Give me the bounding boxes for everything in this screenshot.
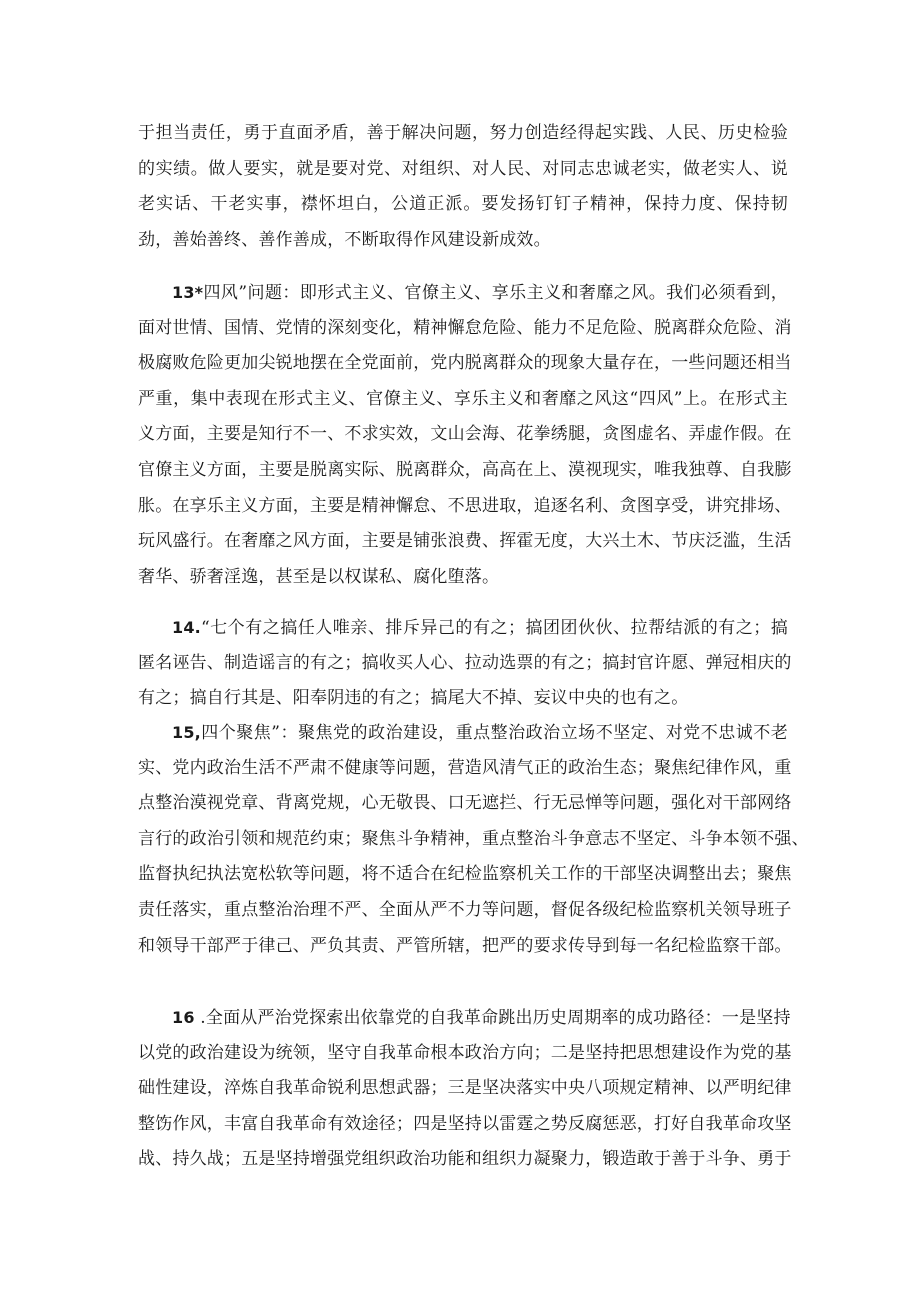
text-line: [138, 715, 788, 751]
paragraph-number: 16: [172, 1008, 195, 1027]
text-line: 实、党内政治生活不严肃不健康等问题，营造风清气正的政治生态；聚焦纪律作风，重: [138, 757, 792, 778]
text-line: [138, 275, 788, 311]
text-line: 劲，善始善终、善作善成，不断取得作风建设新成效。: [138, 229, 551, 250]
paragraph-number: 13*: [172, 283, 204, 302]
text-line: 的实绩。做人要实，就是要对党、对组织、对人民、对同志忠诚老实，做老实人、说: [138, 158, 788, 179]
text-line-content: .全面从严治党探索出依靠党的自我革命跳出历史周期率的成功路径：一是坚持: [194, 1008, 791, 1028]
text-line: 奢华、骄奢淫逸，甚至是以权谋私、腐化堕落。: [138, 566, 500, 587]
text-line: 匿名诬告、制造谣言的有之；搞收买人心、拉动选票的有之；搞封官许愿、弹冠相庆的: [138, 652, 792, 673]
paragraph-16: [138, 1000, 792, 1178]
text-line: 官僚主义方面，主要是脱离实际、脱离群众，高高在上、漠视现实，唯我独尊、自我膨: [138, 459, 792, 480]
text-line-content: 四风”问题：即形式主义、官僚主义、享乐主义和奢靡之风。我们必须看到，: [203, 283, 788, 303]
text-line: 严重，集中表现在形式主义、官僚主义、享乐主义和奢靡之风这“四风”上。在形式主: [138, 388, 788, 409]
text-line-content: “七个有之搞任人唯亲、排斥异己的有之；搞团团伙伙、拉帮结派的有之；搞: [200, 618, 788, 638]
paragraph-15: [138, 715, 809, 964]
text-line: 玩风盛行。在奢靡之风方面，主要是铺张浪费、挥霍无度，大兴土木、节庆泛滥，生活: [138, 531, 792, 552]
text-line: [138, 610, 788, 646]
text-line: 胀。在享乐主义方面，主要是精神懈怠、不思进取，追逐名利、贪图享受，讲究排场、: [138, 495, 792, 516]
text-line: 和领导干部严于律己、严负其责、严管所辖，把严的要求传导到每一名纪检监察干部。: [138, 935, 792, 956]
paragraph-14: [138, 610, 792, 717]
text-line: 以党的政治建设为统领，坚守自我革命根本政治方向；二是坚持把思想建设作为党的基: [138, 1042, 792, 1063]
text-line: 整饬作风，丰富自我革命有效途径；四是坚持以雷霆之势反腐惩恶，打好自我革命攻坚: [138, 1113, 792, 1134]
text-line: 责任落实，重点整治治理不严、全面从严不力等问题，督促各级纪检监察机关领导班子: [138, 899, 792, 920]
text-line: 老实话、干老实事，襟怀坦白，公道正派。要发扬钉钉子精神，保持力度、保持韧: [138, 194, 788, 215]
text-line: [138, 1000, 791, 1036]
text-line: 面对世情、国情、党情的深刻变化，精神懈怠危险、能力不足危险、脱离群众危险、消: [138, 317, 792, 338]
paragraph-number: 14.: [172, 618, 201, 637]
text-line: 极腐败危险更加尖锐地摆在全党面前，党内脱离群众的现象大量存在，一些问题还相当: [138, 353, 792, 374]
text-line: 言行的政治引领和规范约束；聚焦斗争精神，重点整治斗争意志不坚定、斗争本领不强、: [138, 828, 809, 849]
text-line: 战、持久战；五是坚持增强党组织政治功能和组织力凝聚力，锻造敢于善于斗争、勇于: [138, 1149, 792, 1170]
text-line: 有之；搞自行其是、阳奉阴违的有之；搞尾大不掉、妄议中央的也有之。: [138, 688, 689, 709]
text-line: 点整治漠视党章、背离党规，心无敬畏、口无遮拦、行无忌惮等问题，强化对干部网络: [138, 793, 792, 814]
paragraph-13: [138, 275, 792, 595]
paragraph-number: 15,: [172, 723, 201, 742]
text-line: 监督执纪执法宽松软等问题，将不适合在纪检监察机关工作的干部坚决调整出去；聚焦: [138, 864, 792, 885]
text-line: 础性建设，淬炼自我革命锐利思想武器；三是坚决落实中央八项规定精神、以严明纪律: [138, 1078, 792, 1099]
paragraph-continuation: [138, 116, 788, 258]
text-line-content: 四个聚焦”：聚焦党的政治建设，重点整治政治立场不坚定、对党不忠诚不老: [200, 723, 788, 743]
text-line: 于担当责任，勇于直面矛盾，善于解决问题，努力创造经得起实践、人民、历史检验: [138, 123, 788, 143]
text-line: 义方面，主要是知行不一、不求实效，文山会海、花拳绣腿，贪图虚名、弄虚作假。在: [138, 424, 792, 445]
